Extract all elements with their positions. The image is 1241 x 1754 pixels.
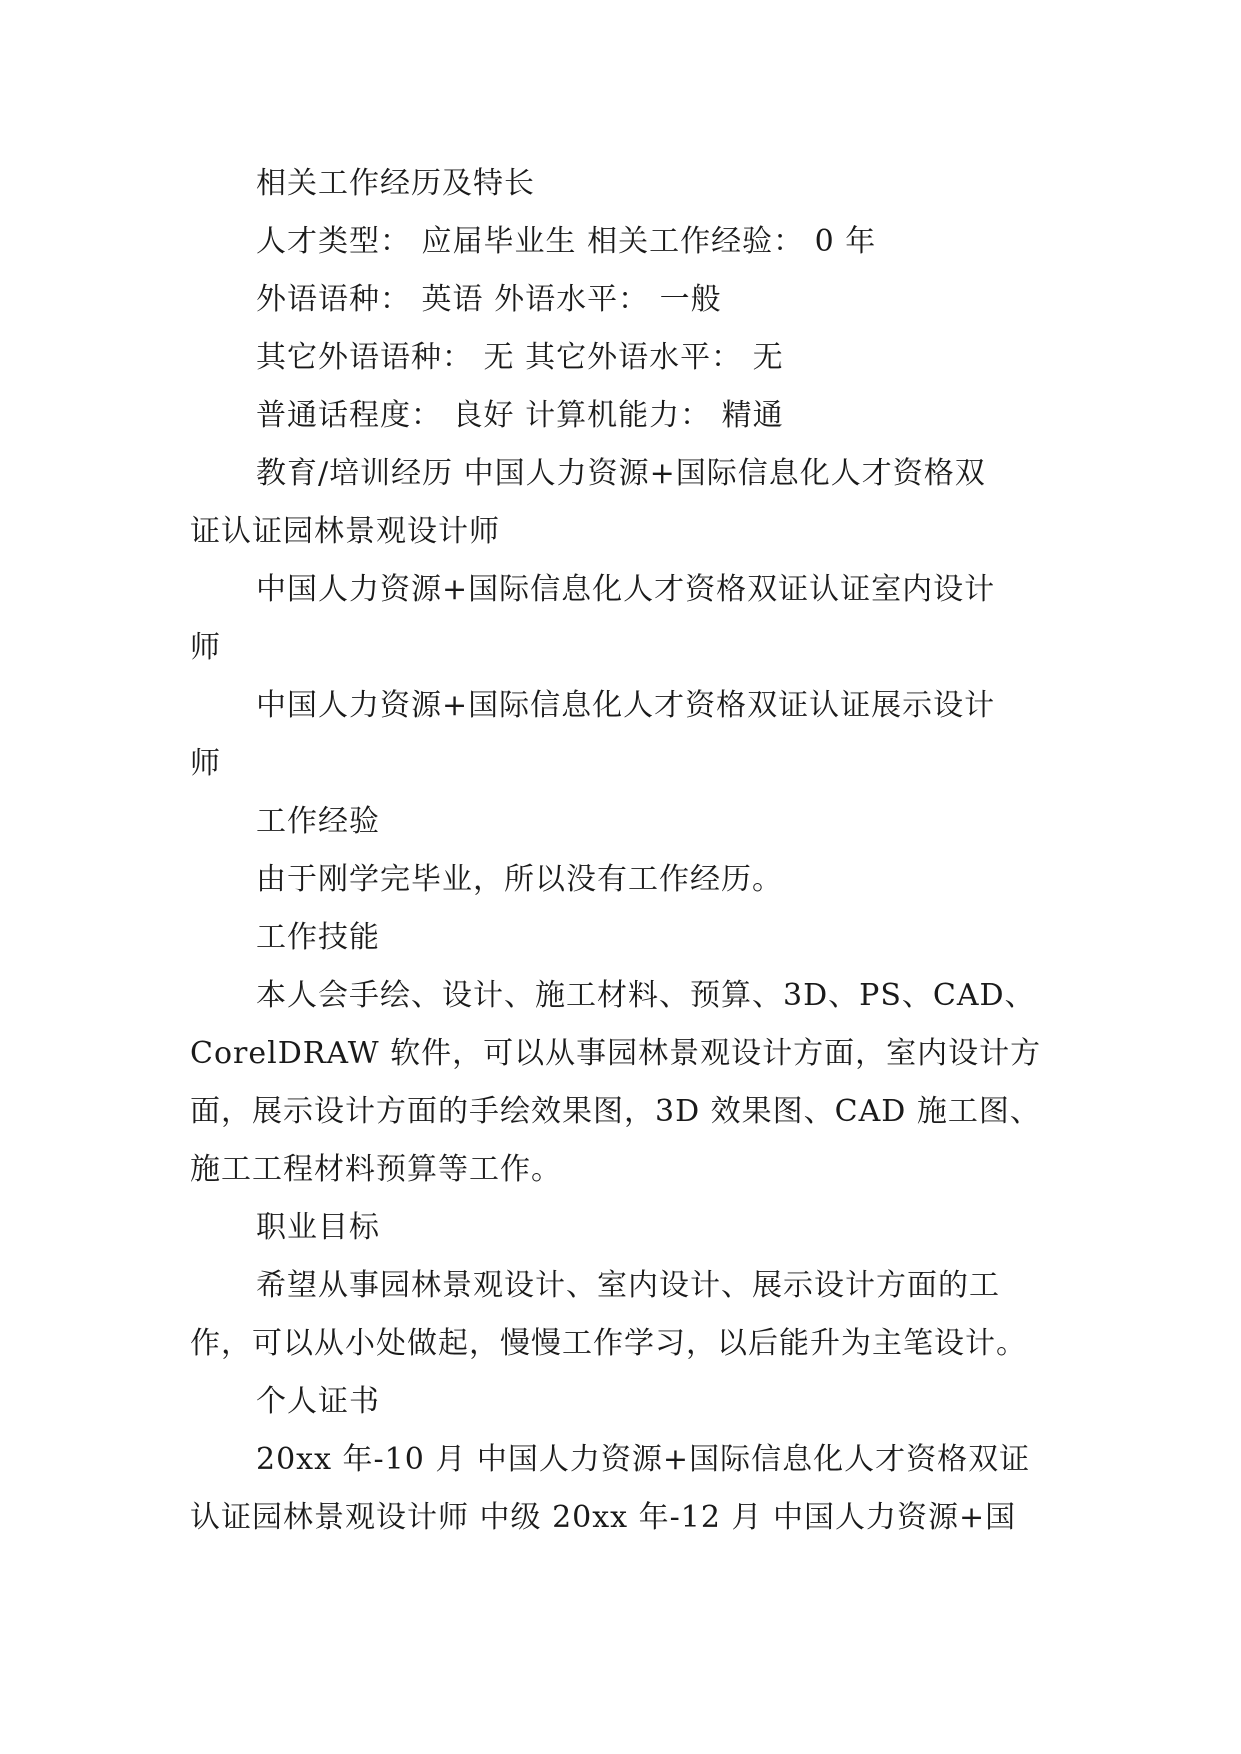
text-line: 普通话程度： 良好 计算机能力： 精通 xyxy=(256,398,784,433)
text-line: 认证园林景观设计师 中级 20xx 年-12 月 中国人力资源+国 xyxy=(190,1500,1017,1535)
text-line: 中国人力资源+国际信息化人才资格双证认证展示设计 xyxy=(256,688,996,723)
section-heading: 个人证书 xyxy=(256,1384,380,1419)
text-line: 师 xyxy=(190,746,221,781)
text-line: CorelDRAW 软件，可以从事园林景观设计方面，室内设计方 xyxy=(190,1036,1042,1071)
text-line: 教育/培训经历 中国人力资源+国际信息化人才资格双 xyxy=(256,456,986,491)
text-line: 施工工程材料预算等工作。 xyxy=(190,1152,562,1187)
text-line: 20xx 年-10 月 中国人力资源+国际信息化人才资格双证 xyxy=(256,1442,1031,1477)
text-line: 其它外语语种： 无 其它外语水平： 无 xyxy=(256,340,784,375)
text-line: 师 xyxy=(190,630,221,665)
text-line: 本人会手绘、设计、施工材料、预算、3D、PS、CAD、 xyxy=(256,978,1036,1013)
section-heading: 相关工作经历及特长 xyxy=(256,166,535,201)
text-line: 作，可以从小处做起，慢慢工作学习，以后能升为主笔设计。 xyxy=(190,1326,1027,1361)
text-line: 人才类型： 应届毕业生 相关工作经验： 0 年 xyxy=(256,224,877,259)
section-heading: 职业目标 xyxy=(256,1210,380,1245)
text-line: 由于刚学完毕业，所以没有工作经历。 xyxy=(256,862,783,897)
text-line: 面，展示设计方面的手绘效果图，3D 效果图、CAD 施工图、 xyxy=(190,1094,1041,1129)
section-heading: 工作技能 xyxy=(256,920,380,955)
text-line: 希望从事园林景观设计、室内设计、展示设计方面的工 xyxy=(256,1268,1000,1303)
section-heading: 工作经验 xyxy=(256,804,380,839)
text-line: 中国人力资源+国际信息化人才资格双证认证室内设计 xyxy=(256,572,996,607)
text-line: 证认证园林景观设计师 xyxy=(190,514,500,549)
text-line: 外语语种： 英语 外语水平： 一般 xyxy=(256,282,722,317)
